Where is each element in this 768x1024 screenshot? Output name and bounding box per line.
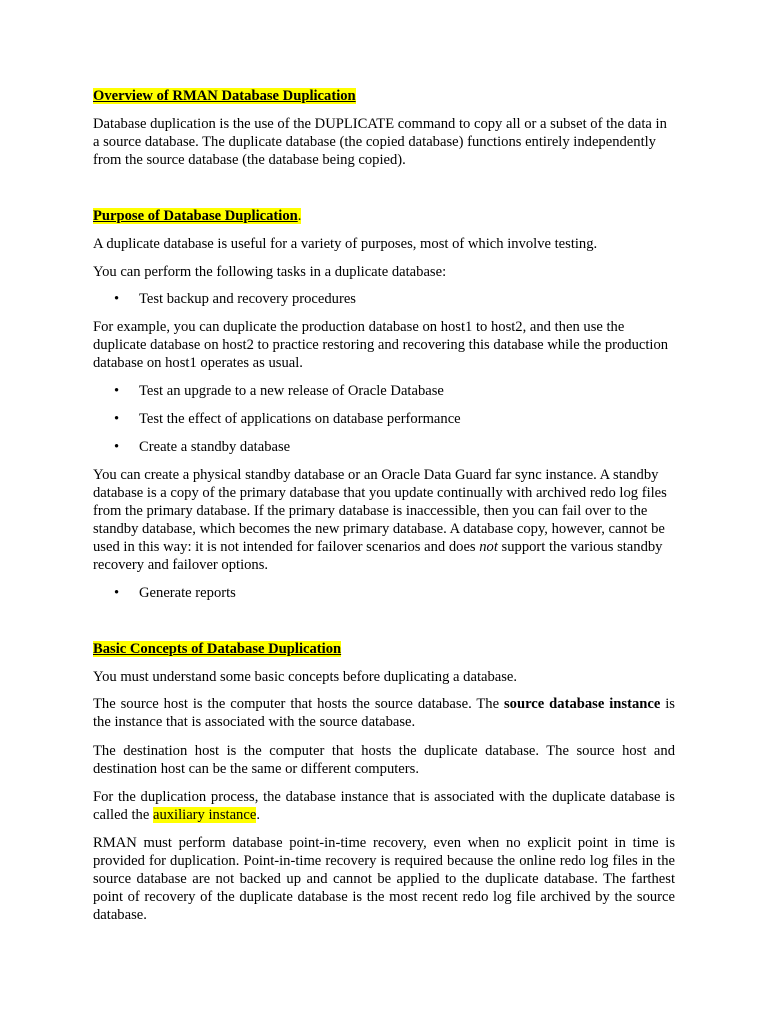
paragraph-tasks-intro: You can perform the following tasks in a duplicate database: [93,264,447,280]
heading-overview: Overview of RMAN Database Duplication [93,88,356,104]
paragraph-concepts-intro: You must understand some basic concepts before duplicating a database. [93,669,518,685]
paragraph-destination-host: The destination host is the computer that hosts the duplicate database. The source host and destination host can be the same or different computers. [93,743,675,777]
bullet-marker: • [114,383,120,399]
paragraph-example: For example, you can duplicate the production database on host1 to host2, and then use the duplicate database on host2 to practice restoring and recovering this database while the production database on host1 operates as usual. [93,319,669,371]
auxiliary-highlight: auxiliary instance [152,807,257,823]
paragraph-overview: Database duplication is the use of the DUPLICATE command to copy all or a subset of the data in a source database. The duplicate database (the copied database) functions entirely independently from the source database (the database being copied). [93,116,667,168]
bullet-text: Test backup and recovery procedures [139,291,356,307]
paragraph-standby: You can create a physical standby database or an Oracle Data Guard far sync instance. A standby database is a copy of the primary database that you update continually with archived redo log files from the primary database. If the primary database is inaccessible, then you can fail over to the standby database, which becomes the new primary database. A database copy, however, cannot be used in this way: it is not intended for failover scenarios and does not support the various standby recovery and failover options. [93,467,667,573]
paragraph-pitr: RMAN must perform database point-in-time recovery, even when no explicit point in time is provided for duplication. Point-in-time recovery is required because the online redo log files in the source database are not backed up and cannot be applied to the duplicate database. The farthest point of recovery of the duplicate database is the most recent redo log file archived by the source database. [93,835,675,923]
bullet-text: Create a standby database [139,439,291,455]
paragraph-source-host: The source host is the computer that hosts the source database. The source database instance is the instance that is associated with the source database. [93,696,675,730]
bullet-marker: • [114,439,120,455]
paragraph-auxiliary: For the duplication process, the database instance that is associated with the duplicate database is called the auxiliary instance. [93,789,675,823]
heading-purpose: Purpose of Database Duplication. [93,208,302,224]
bullet-text: Generate reports [139,585,236,601]
bullet-marker: • [114,291,120,307]
paragraph-purpose-intro: A duplicate database is useful for a variety of purposes, most of which involve testing. [93,236,598,252]
bullet-text: Test the effect of applications on database performance [139,411,461,427]
bullet-marker: • [114,411,120,427]
heading-basic-concepts: Basic Concepts of Database Duplication [93,641,342,657]
bullet-text: Test an upgrade to a new release of Oracle Database [139,383,444,399]
bullet-marker: • [114,585,120,601]
